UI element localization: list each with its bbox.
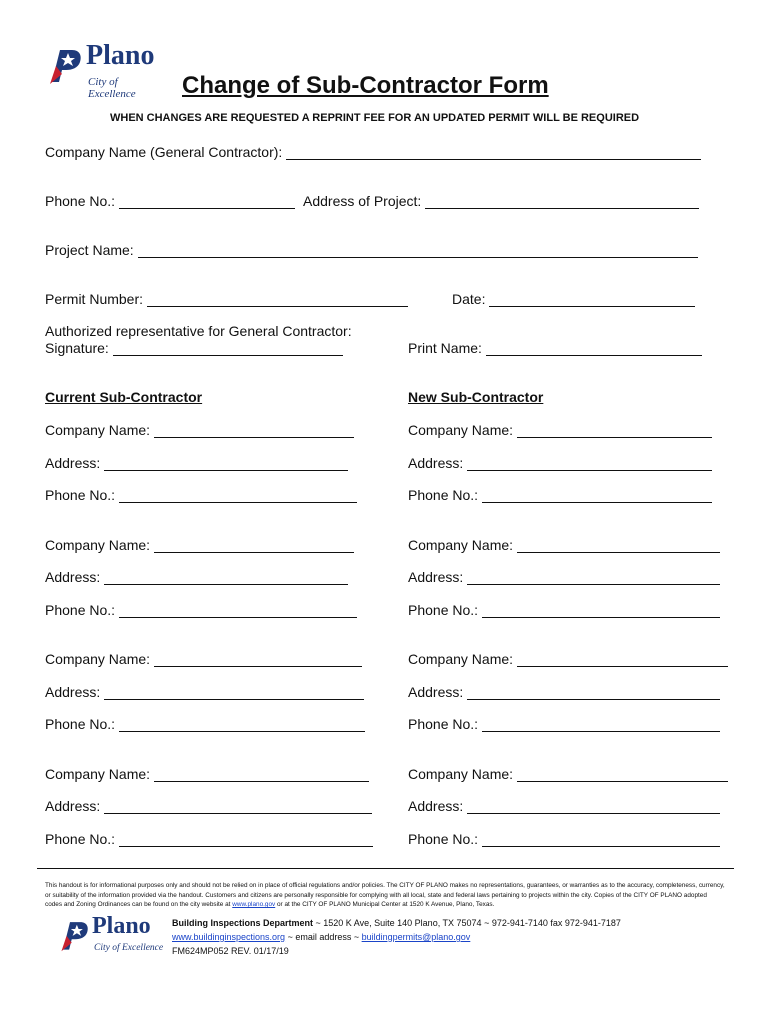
field-label: Phone No.: [45,487,116,503]
field-label: Date: [452,291,486,307]
field-label: Address: [408,684,464,700]
current-address-line[interactable] [104,570,348,585]
date-line[interactable] [489,292,695,307]
current-phone-line[interactable] [119,488,357,503]
field-label: Company Name: [408,422,514,438]
project-name-field[interactable] [45,242,698,258]
current-company-line[interactable] [154,767,369,782]
field-label: Print Name: [408,340,482,356]
field-label: Permit Number: [45,291,144,307]
current-address-field[interactable] [45,569,348,585]
current-phone-line[interactable] [119,603,357,618]
department-name: Building Inspections Department [172,918,314,928]
field-label: Address: [408,798,464,814]
current-address-line[interactable] [104,799,372,814]
field-label: Phone No.: [45,716,116,732]
new-phone-field[interactable] [408,602,720,618]
current-company-line[interactable] [154,652,362,667]
new-phone-field[interactable] [408,716,720,732]
new-address-line[interactable] [467,456,712,471]
company-gc-line[interactable] [286,145,701,160]
field-label: Company Name: [45,422,151,438]
new-phone-line[interactable] [482,717,720,732]
new-address-line[interactable] [467,685,720,700]
address-project-line[interactable] [425,194,699,209]
email-link[interactable]: buildingpermits@plano.gov [361,932,471,942]
authorized-rep-label: Authorized representative for General Contractor: [45,323,352,339]
signature-field[interactable] [45,340,343,356]
current-address-line[interactable] [104,685,364,700]
disclaimer-part-1: This handout is for informational purposes only and should not be relied on in place of official regulations and/or policies. The CITY OF PLANO makes no representations, guarantees, or warranties as to the accuracy, completeness, currency, or suitability of the information provided via the handout. Customers and citizens are personally responsible for complying with all local, state and federal laws pertaining to projects within the city. Copies of the CITY OF PLANO adopted codes and Zoning Ordinances can be found on the city website at [45,882,725,908]
new-address-field[interactable] [408,569,720,585]
field-label: Phone No.: [45,831,116,847]
field-label: Address of Project: [303,193,422,209]
current-company-line[interactable] [154,538,354,553]
new-address-field[interactable] [408,684,720,700]
current-company-field[interactable] [45,537,354,553]
phone-line[interactable] [119,194,295,209]
current-company-field[interactable] [45,422,354,438]
current-address-field[interactable] [45,684,364,700]
current-phone-field[interactable] [45,602,357,618]
contact-line [172,932,470,942]
current-phone-line[interactable] [119,717,365,732]
new-company-line[interactable] [517,652,728,667]
current-subcontractor-heading: Current Sub-Contractor [45,389,203,405]
new-company-field[interactable] [408,766,728,782]
new-phone-field[interactable] [408,487,712,503]
plano-logo [46,40,166,100]
logo-tagline: City of Excellence [94,943,164,953]
new-phone-line[interactable] [482,488,712,503]
new-company-line[interactable] [517,767,728,782]
current-address-field[interactable] [45,798,372,814]
new-phone-line[interactable] [482,603,720,618]
field-label: Phone No.: [408,487,479,503]
phone-field[interactable] [45,193,295,209]
field-label: Address: [45,569,101,585]
new-company-field[interactable] [408,651,728,667]
email-label: ~ email address ~ [285,932,362,942]
field-label: Phone No.: [408,602,479,618]
new-address-field[interactable] [408,798,720,814]
new-company-line[interactable] [517,423,712,438]
field-label: Company Name: [408,651,514,667]
print-name-line[interactable] [486,341,702,356]
new-company-line[interactable] [517,538,720,553]
disclaimer-part-2: or at the CITY OF PLANO Municipal Center at 1520 K Avenue, Plano, Texas. [275,901,495,908]
current-phone-field[interactable] [45,487,357,503]
plano-star-icon [46,44,88,86]
footer-plano-logo [58,913,168,961]
logo-wordmark: Plano [86,40,155,71]
new-subcontractor-heading: New Sub-Contractor [408,389,544,405]
field-label: Address: [45,798,101,814]
current-company-field[interactable] [45,766,369,782]
field-label: Company Name: [45,651,151,667]
plano-star-icon [58,917,94,953]
project-name-line[interactable] [138,243,698,258]
field-label: Company Name: [45,766,151,782]
field-label: Phone No.: [45,602,116,618]
new-address-line[interactable] [467,799,720,814]
field-label: Company Name: [408,537,514,553]
new-phone-line[interactable] [482,832,720,847]
date-field[interactable] [452,291,695,307]
plano-website-link[interactable]: www.plano.gov [232,901,276,908]
new-company-field[interactable] [408,537,720,553]
new-company-field[interactable] [408,422,712,438]
disclaimer-text [45,881,725,910]
signature-line[interactable] [113,341,343,356]
field-label: Project Name: [45,242,134,258]
field-label: Address: [408,569,464,585]
field-label: Company Name: [408,766,514,782]
field-label: Signature: [45,340,109,356]
new-address-line[interactable] [467,570,720,585]
footer-divider [37,868,734,869]
address-project-field[interactable] [303,193,699,209]
field-label: Company Name: [45,537,151,553]
current-address-line[interactable] [104,456,348,471]
logo-wordmark: Plano [92,913,151,939]
permit-number-line[interactable] [147,292,408,307]
print-name-field[interactable] [408,340,702,356]
field-label: Address: [45,684,101,700]
field-label: Phone No.: [45,193,116,209]
current-phone-field[interactable] [45,716,365,732]
current-company-field[interactable] [45,651,362,667]
current-phone-field[interactable] [45,831,373,847]
department-line [172,918,621,928]
field-label: Phone No.: [408,831,479,847]
field-label: Address: [408,455,464,471]
reprint-fee-notice: WHEN CHANGES ARE REQUESTED A REPRINT FEE FOR AN UPDATED PERMIT WILL BE REQUIRED [110,112,640,124]
current-company-line[interactable] [154,423,354,438]
company-gc-field[interactable] [45,144,701,160]
page-title: Change of Sub-Contractor Form [182,72,549,99]
current-address-field[interactable] [45,455,348,471]
logo-tagline: City of Excellence [88,76,136,100]
new-phone-field[interactable] [408,831,720,847]
current-phone-line[interactable] [119,832,373,847]
building-inspections-link[interactable]: www.buildinginspections.org [172,932,286,942]
field-label: Phone No.: [408,716,479,732]
form-code: FM624MP052 REV. 01/17/19 [172,946,289,956]
permit-number-field[interactable] [45,291,408,307]
field-label: Address: [45,455,101,471]
department-address: ~ 1520 K Ave, Suite 140 Plano, TX 75074 ~ 972-941-7140 fax 972-941-7187 [313,918,621,928]
field-label: Company Name (General Contractor): [45,144,283,160]
new-address-field[interactable] [408,455,712,471]
